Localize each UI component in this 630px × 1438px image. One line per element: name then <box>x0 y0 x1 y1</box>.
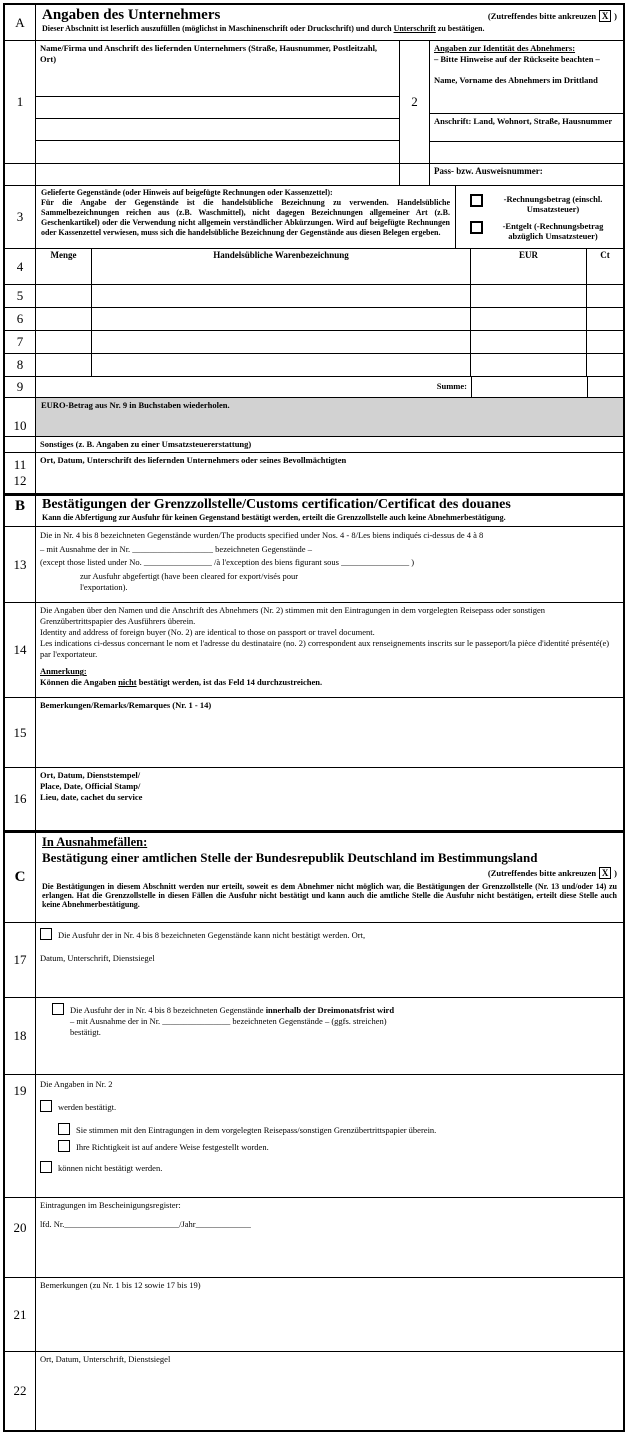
quantity-cell-5[interactable] <box>36 285 92 307</box>
section-c-header-content <box>36 833 623 922</box>
export-confirmed-text <box>70 1003 394 1038</box>
amount-in-words-label: EURO-Betrag aus Nr. 9 in Buchstaben wiederholen. <box>41 400 230 410</box>
row-3 <box>5 186 623 249</box>
row-19-intro: Die Angaben in Nr. 2 <box>40 1079 113 1089</box>
row-18-line-3: bestätigt. <box>70 1027 101 1038</box>
x-mark-box-icon: X <box>599 10 611 22</box>
c-mark-note-close: ) <box>614 868 617 878</box>
row-18-line-2: – mit Ausnahme der in Nr. ________________ bezeichneten Gegenstände – (ggfs. streichen) <box>70 1016 387 1027</box>
supplier-signature-cell[interactable] <box>36 453 623 493</box>
column-header-quantity: Menge <box>36 249 92 284</box>
row-6-number: 6 <box>5 308 36 330</box>
sum-eur-cell[interactable] <box>472 377 588 397</box>
row-17 <box>5 923 623 998</box>
goods-table-header-row <box>5 249 623 285</box>
row-16 <box>5 768 623 831</box>
remark-text-underlined: nicht <box>118 677 137 688</box>
register-entries-cell[interactable] <box>36 1198 623 1277</box>
export-not-confirmed-checkbox[interactable] <box>40 928 52 940</box>
passport-row <box>5 164 623 186</box>
row-3-number: 3 <box>5 186 36 248</box>
net-amount-label: -Entgelt (-Rechnungsbetrag abzüglich Umsatzsteuer) <box>502 220 604 241</box>
identity-match-de: Die Angaben über den Namen und die Anschrift des Abnehmers (Nr. 2) stimmen mit den Eintragungen in dem vorgelegten Reisepass oder sonstigen Grenzübertrittspapier des Ausführers überein. <box>40 605 546 627</box>
sum-label: Summe: <box>36 377 472 397</box>
row-20-number: 20 <box>5 1198 36 1277</box>
stamp-label-de: Ort, Datum, Dienststempel/ <box>40 770 141 780</box>
remarks-b-cell[interactable] <box>36 698 623 767</box>
form-border <box>3 3 625 1432</box>
section-b-header-content <box>36 496 623 526</box>
section-b-title: Bestätigungen der Grenzzollstelle/Customs certification/Certificat des douanes <box>42 497 511 512</box>
stamp-label-en: Place, Date, Official Stamp/ <box>40 781 141 792</box>
remark-text-pre: Können die Angaben <box>40 677 119 688</box>
row-18-line-1-pre: Die Ausfuhr der in Nr. 4 bis 8 bezeichneten Gegenstände <box>70 1005 266 1015</box>
passport-match-label: Sie stimmen mit den Eintragungen in dem vorgelegten Reisepass/sonstigen Grenzübertrittspapier überein. <box>76 1125 437 1136</box>
buyer-identity-title: Angaben zur Identität des Abnehmers: <box>434 43 576 53</box>
subtitle-end: zu bestätigen. <box>435 24 485 33</box>
net-amount-checkbox[interactable] <box>470 221 483 234</box>
description-cell-6[interactable] <box>92 308 471 330</box>
buyer-address-label[interactable]: Anschrift: Land, Wohnort, Straße, Hausnummer <box>430 114 623 142</box>
supplier-input-line-2[interactable] <box>36 119 399 141</box>
quantity-cell-7[interactable] <box>36 331 92 353</box>
section-c-mark-note <box>488 867 617 879</box>
export-confirmed-checkbox[interactable] <box>52 1003 64 1015</box>
details-confirmed-label: werden bestätigt. <box>58 1102 117 1113</box>
eur-cell-5[interactable] <box>471 285 587 307</box>
row-2-number: 2 <box>400 41 430 163</box>
remarks-c-label: Bemerkungen (zu Nr. 1 bis 12 sowie 17 bis 19) <box>40 1280 201 1290</box>
row-15-number: 15 <box>5 698 36 767</box>
buyer-identity-block <box>430 41 623 163</box>
goods-table-row <box>5 354 623 377</box>
clearance-line-2: – mit Ausnahme der in Nr. ___________________ bezeichneten Gegenstände – <box>40 543 312 554</box>
section-a-mark-note <box>488 7 617 22</box>
supplier-name-label: Name/Firma und Anschrift des liefernden Unternehmers (Straße, Hausnummer, Postleitzahl, Ort) <box>36 41 399 97</box>
ct-cell-8[interactable] <box>587 354 623 376</box>
export-confirmed-cell[interactable] <box>36 998 623 1074</box>
row-21-number: 21 <box>5 1278 36 1351</box>
supplier-input-line-3[interactable] <box>36 141 399 163</box>
invoice-amount-checkbox[interactable] <box>470 194 483 207</box>
section-c-note: Die Bestätigungen in diesem Abschnitt werden nur erteilt, soweit es dem Abnehmer nicht möglich war, die Bestätigungen der Grenzzollstelle (Nr. 13 und/oder 14) zu erlangen. Hat die Grenzzollstelle in diesen Fällen die Ausfuhr nicht bestätigt und kann auch die amtliche Stelle die Ausfuhr nicht bestätigen, erteilt diese Stelle auch keine Abnehmerbestätigung. <box>42 882 617 909</box>
eur-cell-7[interactable] <box>471 331 587 353</box>
identity-match-cell[interactable] <box>36 603 623 697</box>
other-verification-checkbox[interactable] <box>58 1140 70 1152</box>
section-a-title: Angaben des Unternehmers <box>42 7 221 23</box>
row-4-number: 4 <box>5 249 36 284</box>
passport-match-checkbox[interactable] <box>58 1123 70 1135</box>
official-signature-label: Ort, Datum, Unterschrift, Dienstsiegel <box>40 1354 171 1364</box>
export-clearance-cell[interactable] <box>36 527 623 602</box>
goods-table-row <box>5 308 623 331</box>
sum-ct-cell[interactable] <box>588 377 623 397</box>
identity-match-fr: Les indications ci-dessus concernant le nom et l'adresse du destinataire (no. 2) correspondent aux renseignements inscrits sur le passeport/la pièce d'identité présenté(e) par l'exportateur. <box>40 638 610 660</box>
goods-table-row <box>5 331 623 354</box>
quantity-cell-8[interactable] <box>36 354 92 376</box>
row-18 <box>5 998 623 1075</box>
row-17-number: 17 <box>5 923 36 997</box>
description-cell-7[interactable] <box>92 331 471 353</box>
row-19 <box>5 1075 623 1198</box>
supplier-signature-label: Ort, Datum, Unterschrift des liefernden Unternehmers oder seines Bevollmächtigten <box>40 455 347 465</box>
amount-type-options <box>456 186 623 248</box>
passport-row-number-cell <box>5 164 36 185</box>
eur-cell-6[interactable] <box>471 308 587 330</box>
column-header-description: Handelsübliche Warenbezeichnung <box>92 249 471 284</box>
buyer-name-label: Name, Vorname des Abnehmers im Drittland <box>434 75 598 86</box>
row-18-number: 18 <box>5 998 36 1074</box>
buyer-address-input[interactable] <box>430 142 623 163</box>
section-b-header <box>5 494 623 527</box>
clearance-line-1: Die in Nr. 4 bis 8 bezeichneten Gegenstände wurden/The products specified under Nos. 4 - 8/Les biens indiqués ci-dessus de 4 à 8 <box>40 530 484 540</box>
row-1-number: 1 <box>5 41 36 163</box>
goods-instruction-intro: Gelieferte Gegenstände (oder Hinweis auf beigefügte Rechnungen oder Kassenzettel): <box>41 188 333 197</box>
other-info-cell[interactable] <box>36 437 623 452</box>
c-x-mark-box-icon: X <box>599 867 611 879</box>
row-22-number: 22 <box>5 1352 36 1430</box>
mark-note-close: ) <box>614 11 617 21</box>
row-9-number: 9 <box>5 377 36 397</box>
register-number-line: lfd. Nr.___________________________/Jahr_____________ <box>40 1219 251 1230</box>
row-10 <box>5 398 623 437</box>
row-11-number: 11 <box>13 456 27 472</box>
export-certificate-form <box>0 3 630 1438</box>
remarks-b-label: Bemerkungen/Remarks/Remarques (Nr. 1 - 14) <box>40 700 212 710</box>
section-c-letter: C <box>5 833 36 922</box>
supplier-input-line-1[interactable] <box>36 97 399 119</box>
subtitle-text: Dieser Abschnitt ist leserlich auszufüllen (möglichst in Maschinenschrift oder Druckschrift) und durch <box>42 24 394 33</box>
official-signature-cell[interactable] <box>36 1352 623 1430</box>
ct-cell-5[interactable] <box>587 285 623 307</box>
row-7-number: 7 <box>5 331 36 353</box>
stamp-label-fr: Lieu, date, cachet du service <box>40 792 143 803</box>
row-14 <box>5 603 623 698</box>
row-14-number: 14 <box>5 603 36 697</box>
description-cell-8[interactable] <box>92 354 471 376</box>
cannot-confirm-label: können nicht bestätigt werden. <box>58 1163 163 1174</box>
row-11-12-numbers <box>5 453 36 493</box>
rows-1-2 <box>5 41 623 164</box>
other-verification-label: Ihre Richtigkeit ist auf andere Weise festgestellt worden. <box>76 1142 269 1153</box>
row-5-number: 5 <box>5 285 36 307</box>
section-a-header <box>5 5 623 41</box>
net-amount-option <box>458 221 621 241</box>
quantity-cell-6[interactable] <box>36 308 92 330</box>
ct-cell-6[interactable] <box>587 308 623 330</box>
section-a-letter: A <box>5 5 36 40</box>
goods-table-row <box>5 285 623 308</box>
section-a-subtitle <box>36 24 623 34</box>
row-13 <box>5 527 623 603</box>
row-13-number: 13 <box>5 527 36 602</box>
row-17-line-2: Datum, Unterschrift, Dienstsiegel <box>40 953 155 964</box>
row-15 <box>5 698 623 768</box>
remark-title: Anmerkung: <box>40 666 87 677</box>
goods-instruction-text: Für die Angabe der Gegenstände ist die handelsübliche Bezeichnung zu verwenden. Handelsübliche Sammelbezeichnungen reichen aus (z.B. Waschmittel), nicht dagegen Bezeichnungen allgemeiner Art (z.B. Geschenkartikel) oder die Verwendung nicht allgemein verständlicher Abkürzungen. Wird auf beigefügte Rechnungen oder Kassenzettel verwiesen, muss sich die handelsübliche Bezeichnung der Gegenstände aus diesen Belegen ergeben. <box>41 198 450 237</box>
row-21 <box>5 1278 623 1352</box>
details-confirmed-checkbox[interactable] <box>40 1100 52 1112</box>
clearance-line-3: (except those listed under No. ________________ /à l'exception des biens figurant sous ________________ ) <box>40 557 415 568</box>
row-10-number: 10 <box>5 398 36 436</box>
remark-text-post: bestätigt werden, ist das Feld 14 durchzustreichen. <box>136 677 323 688</box>
invoice-amount-label: -Rechnungsbetrag (einschl. Umsatzsteuer) <box>503 193 603 214</box>
remarks-c-cell[interactable] <box>36 1278 623 1351</box>
subtitle-underlined: Unterschrift <box>393 24 436 33</box>
passport-row-left-cell <box>36 164 400 185</box>
section-a-header-content <box>36 5 623 40</box>
clearance-line-4: zur Ausfuhr abgefertigt (have been cleared for export/visés pour <box>80 570 299 581</box>
row-16-number: 16 <box>5 768 36 830</box>
identity-match-en: Identity and address of foreign buyer (No. 2) are identical to those on passport or travel document. <box>40 627 375 638</box>
passport-number-label[interactable]: Pass- bzw. Ausweisnummer: <box>434 166 543 176</box>
row-11-number-cell <box>5 437 36 452</box>
register-entries-label: Eintragungen im Bescheinigungsregister: <box>40 1200 181 1210</box>
section-b-subtitle: Kann die Abfertigung zur Ausfuhr für keinen Gegenstand bestätigt werden, erteilt die Grenzzollstelle auch keine Abnehmerbestätigung. <box>42 513 506 522</box>
section-c-title-1: In Ausnahmefällen: <box>42 835 148 849</box>
details-confirmation-cell[interactable] <box>36 1075 623 1197</box>
other-info-label: Sonstiges (z. B. Angaben zu einer Umsatzsteuererstattung) <box>40 439 252 449</box>
row-11 <box>5 437 623 453</box>
eur-cell-8[interactable] <box>471 354 587 376</box>
cannot-confirm-checkbox[interactable] <box>40 1161 52 1173</box>
sum-row <box>5 377 623 398</box>
clearance-line-5: l'exportation). <box>80 582 128 593</box>
row-22 <box>5 1352 623 1430</box>
section-c-title-2: Bestätigung einer amtlichen Stelle der Bundesrepublik Deutschland im Bestimmungsland <box>42 850 538 865</box>
buyer-identity-hint: – Bitte Hinweise auf der Rückseite beachten – <box>434 54 600 65</box>
description-cell-5[interactable] <box>92 285 471 307</box>
row-19-number: 19 <box>5 1075 36 1197</box>
column-header-eur: EUR <box>471 249 587 284</box>
amount-in-words-cell[interactable] <box>36 398 623 436</box>
row-8-number: 8 <box>5 354 36 376</box>
row-12-number: 12 <box>13 473 27 488</box>
export-not-confirmed-cell[interactable] <box>36 923 623 997</box>
row-12 <box>5 453 623 494</box>
buyer-identity-cell[interactable] <box>430 41 623 114</box>
goods-instruction <box>36 186 456 248</box>
customs-stamp-cell[interactable] <box>36 768 623 830</box>
section-c-header <box>5 831 623 923</box>
remark-text <box>40 677 619 688</box>
column-header-ct: Ct <box>600 250 610 260</box>
passport-row-mid-cell <box>400 164 430 185</box>
c-mark-note-text: (Zutreffendes bitte ankreuzen <box>487 868 597 878</box>
ct-cell-7[interactable] <box>587 331 623 353</box>
row-20 <box>5 1198 623 1278</box>
section-b-letter: B <box>5 496 36 526</box>
invoice-amount-option <box>458 194 621 214</box>
mark-note-text: (Zutreffendes bitte ankreuzen <box>487 11 597 21</box>
supplier-block <box>36 41 400 163</box>
row-18-line-1-bold: innerhalb der Dreimonatsfrist wird <box>265 1005 395 1015</box>
export-not-confirmed-label: Die Ausfuhr der in Nr. 4 bis 8 bezeichneten Gegenstände kann nicht bestätigt werden. Ort, <box>58 930 366 940</box>
